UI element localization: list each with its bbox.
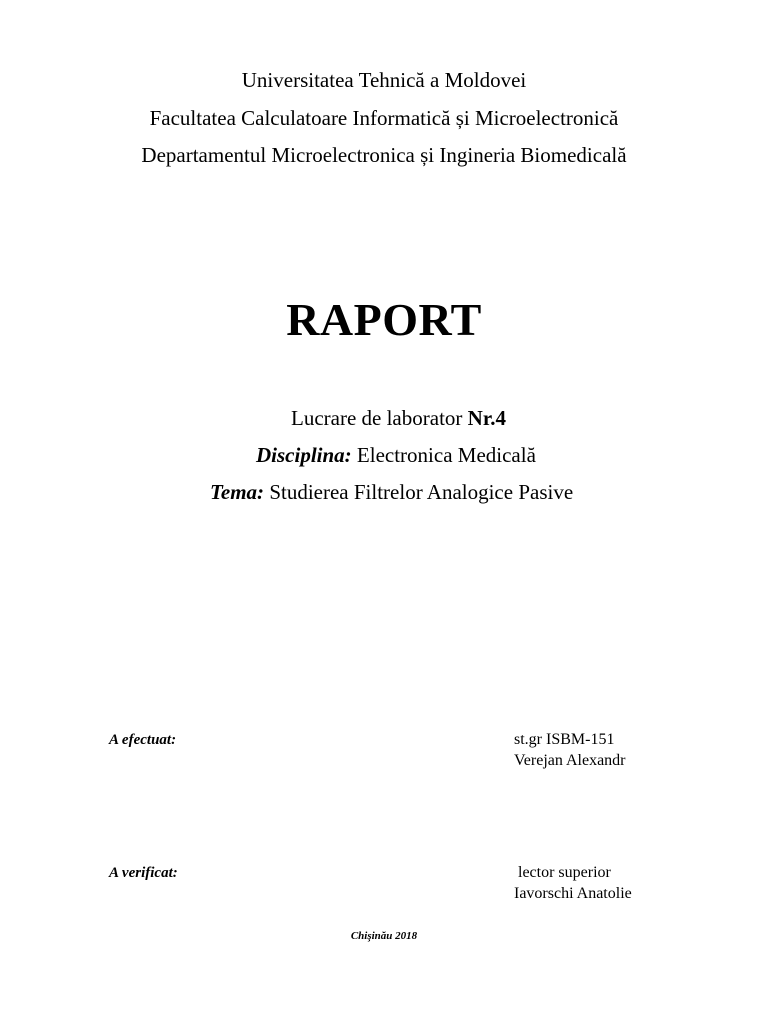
- performed-group: st.gr ISBM-151: [514, 731, 615, 748]
- verifier-title: lector superior: [518, 864, 611, 881]
- verifier-name: Iavorschi Anatolie: [514, 885, 632, 902]
- lab-line: [291, 406, 506, 430]
- lab-prefix: Lucrare de laborator: [291, 406, 468, 430]
- topic-value: Studierea Filtrelor Analogice Pasive: [264, 480, 574, 504]
- university-name: Universitatea Tehnică a Moldovei: [241, 68, 527, 92]
- performed-name: Verejan Alexandr: [514, 752, 626, 769]
- department-name: Departamentul Microelectronica și Ingineria Biomedicală: [141, 143, 627, 167]
- city-year: Chişinău 2018: [350, 930, 418, 942]
- topic-label: Tema:: [210, 480, 265, 504]
- topic-line: [210, 480, 573, 504]
- discipline-label: Disciplina:: [256, 443, 352, 467]
- lab-number: Nr.4: [467, 406, 506, 430]
- discipline-value: Electronica Medicală: [351, 443, 536, 467]
- performed-label: A efectuat:: [109, 732, 177, 748]
- report-title: RAPORT: [286, 294, 482, 345]
- faculty-name: Facultatea Calculatoare Informatică și Microelectronică: [149, 106, 619, 130]
- verified-label: A verificat:: [109, 865, 178, 881]
- discipline-line: [256, 443, 536, 467]
